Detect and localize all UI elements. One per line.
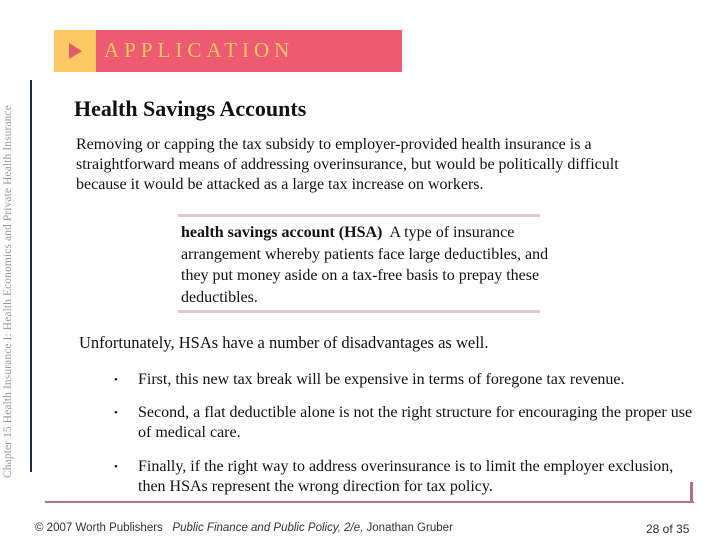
- definition-text: A type of insurance arrangement whereby patients face large deductibles, and they put money aside on a tax-free basis to prepay these deductibles.: [181, 224, 549, 306]
- footer-copyright: © 2007 Worth Publishers: [35, 522, 163, 534]
- footer-author: Jonathan Gruber: [366, 522, 453, 534]
- bullet-text: Finally, if the right way to address overinsurance is to limit the employer exclusion, then HSAs represent the wrong direction for tax policy.: [138, 458, 674, 495]
- vertical-divider: [30, 80, 32, 472]
- bullet-text: First, this new tax break will be expensive in terms of foregone tax revenue.: [138, 371, 625, 388]
- footer: [35, 522, 453, 534]
- bullet-text: Second, a flat deductible alone is not the right structure for encouraging the proper use of medical care.: [138, 404, 693, 441]
- bullet-icon: •: [114, 374, 118, 386]
- definition-term: health savings account (HSA): [181, 224, 383, 241]
- definition-box: [181, 222, 551, 308]
- play-triangle-icon: [69, 43, 82, 59]
- banner-icon-box: [54, 30, 96, 72]
- definition-top-rule: [178, 214, 540, 217]
- bottom-rule: [45, 501, 694, 503]
- intro-paragraph: Removing or capping the tax subsidy to employer-provided health insurance is a straightforward means of addressing overinsurance, but would be politically difficult because it would be attacked as a large tax increase on workers.: [76, 136, 619, 193]
- lead-sentence: Unfortunately, HSAs have a number of disadvantages as well.: [79, 333, 489, 352]
- chapter-sidebar-title: Chapter 15 Health Insurance I: Health Economics and Private Health Insurance: [2, 105, 14, 478]
- bullet-icon: •: [114, 461, 118, 473]
- bullet-icon: •: [114, 407, 118, 419]
- footer-book: Public Finance and Public Policy, 2/e,: [172, 522, 364, 534]
- slide-title: Health Savings Accounts: [74, 96, 307, 121]
- page-number: 28 of 35: [646, 522, 690, 536]
- definition-bottom-rule: [178, 310, 540, 313]
- application-banner: [96, 30, 402, 72]
- banner-label: APPLICATION: [104, 38, 295, 62]
- bottom-rule-corner: [690, 482, 693, 503]
